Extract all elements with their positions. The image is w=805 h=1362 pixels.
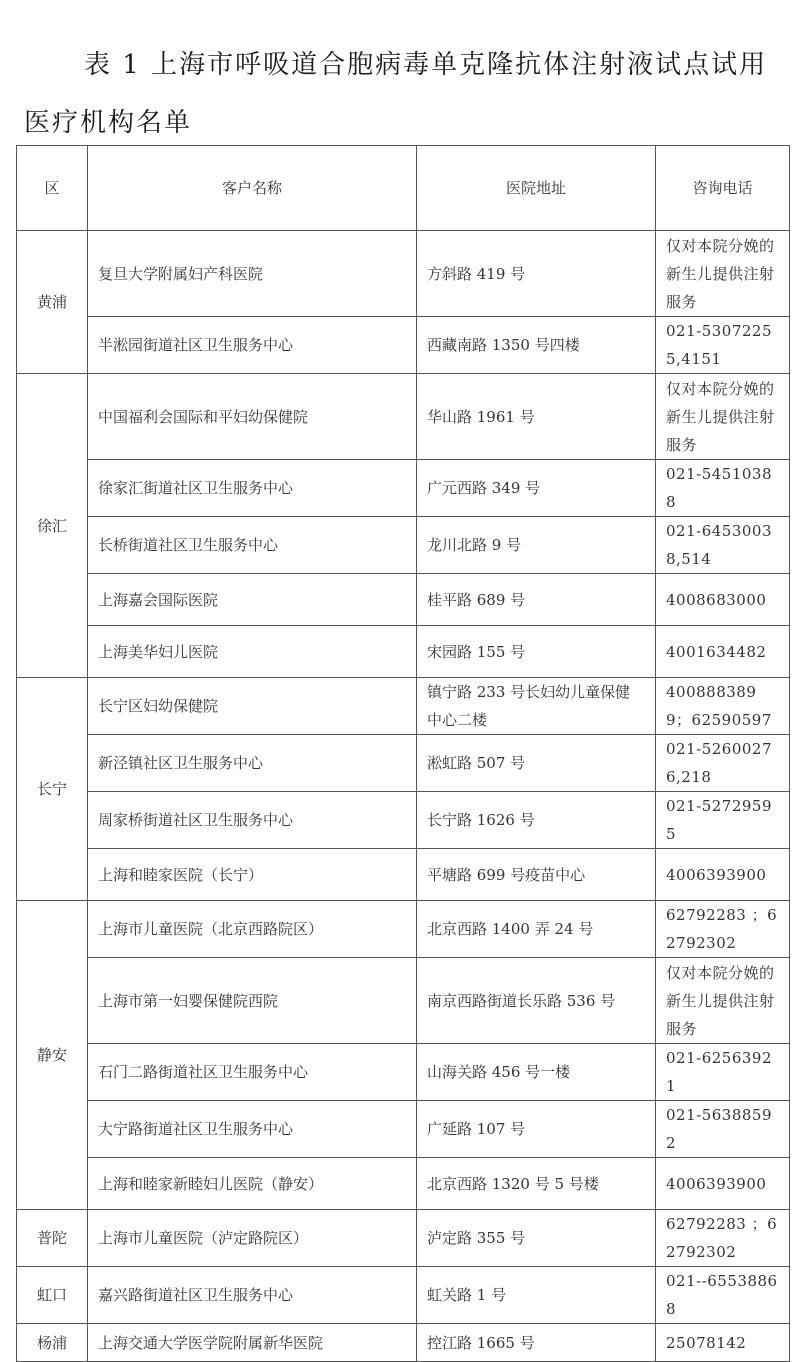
table-row	[17, 792, 790, 849]
phone-cell: 021-64530038,514	[656, 517, 790, 574]
hospital-name-cell: 半淞园街道社区卫生服务中心	[88, 317, 417, 374]
address-cell: 南京西路街道长乐路 536 号	[417, 958, 656, 1044]
phone-cell: 仅对本院分娩的新生儿提供注射服务	[656, 374, 790, 460]
hospital-name-cell: 上海交通大学医学院附属新华医院	[88, 1324, 417, 1362]
address-cell: 方斜路 419 号	[417, 231, 656, 317]
address-cell: 平塘路 699 号疫苗中心	[417, 849, 656, 901]
phone-cell: 4008883899；62590597	[656, 678, 790, 735]
table-row	[17, 1324, 790, 1362]
district-cell: 普陀	[17, 1210, 88, 1267]
phone-cell: 021-52729595	[656, 792, 790, 849]
address-cell: 华山路 1961 号	[417, 374, 656, 460]
district-cell: 长宁	[17, 678, 88, 901]
hospital-name-cell: 上海嘉会国际医院	[88, 574, 417, 626]
table-row	[17, 901, 790, 958]
phone-cell: 021-62563921	[656, 1044, 790, 1101]
address-cell: 泸定路 355 号	[417, 1210, 656, 1267]
table-row	[17, 1210, 790, 1267]
header-address: 医院地址	[417, 146, 656, 231]
hospital-name-cell: 石门二路街道社区卫生服务中心	[88, 1044, 417, 1101]
address-cell: 淞虹路 507 号	[417, 735, 656, 792]
table-row	[17, 849, 790, 901]
hospital-name-cell: 上海和睦家医院（长宁）	[88, 849, 417, 901]
hospital-name-cell: 上海和睦家新睦妇儿医院（静安）	[88, 1158, 417, 1210]
hospital-name-cell: 大宁路街道社区卫生服务中心	[88, 1101, 417, 1158]
address-cell: 长宁路 1626 号	[417, 792, 656, 849]
district-cell: 徐汇	[17, 374, 88, 678]
hospital-name-cell: 复旦大学附属妇产科医院	[88, 231, 417, 317]
address-cell: 山海关路 456 号一楼	[417, 1044, 656, 1101]
table-row	[17, 735, 790, 792]
hospital-name-cell: 徐家汇街道社区卫生服务中心	[88, 460, 417, 517]
hospital-table	[16, 145, 790, 1362]
hospital-name-cell: 上海美华妇儿医院	[88, 626, 417, 678]
phone-cell: 仅对本院分娩的新生儿提供注射服务	[656, 231, 790, 317]
table-row	[17, 460, 790, 517]
address-cell: 北京西路 1400 弄 24 号	[417, 901, 656, 958]
table-row	[17, 626, 790, 678]
phone-cell: 4001634482	[656, 626, 790, 678]
phone-cell: 4006393900	[656, 849, 790, 901]
district-cell: 虹口	[17, 1267, 88, 1324]
address-cell: 虹关路 1 号	[417, 1267, 656, 1324]
district-cell: 杨浦	[17, 1324, 88, 1362]
table-row	[17, 231, 790, 317]
hospital-name-cell: 上海市儿童医院（泸定路院区）	[88, 1210, 417, 1267]
phone-cell: 4006393900	[656, 1158, 790, 1210]
document-title: 表 1 上海市呼吸道合胞病毒单克隆抗体注射液试点试用医疗机构名单	[24, 50, 768, 138]
address-cell: 控江路 1665 号	[417, 1324, 656, 1362]
phone-cell: 021-53072255,4151	[656, 317, 790, 374]
address-cell: 镇宁路 233 号长妇幼儿童保健中心二楼	[417, 678, 656, 735]
hospital-name-cell: 周家桥街道社区卫生服务中心	[88, 792, 417, 849]
header-name: 客户名称	[88, 146, 417, 231]
header-phone: 咨询电话	[656, 146, 790, 231]
phone-cell: 62792283 ；62792302	[656, 901, 790, 958]
phone-cell: 25078142	[656, 1324, 790, 1362]
table-body	[17, 231, 790, 1362]
address-cell: 桂平路 689 号	[417, 574, 656, 626]
address-cell: 龙川北路 9 号	[417, 517, 656, 574]
district-cell: 静安	[17, 901, 88, 1210]
hospital-name-cell: 中国福利会国际和平妇幼保健院	[88, 374, 417, 460]
hospital-name-cell: 新泾镇社区卫生服务中心	[88, 735, 417, 792]
address-cell: 广元西路 349 号	[417, 460, 656, 517]
address-cell: 宋园路 155 号	[417, 626, 656, 678]
address-cell: 广延路 107 号	[417, 1101, 656, 1158]
table-header-row	[17, 146, 790, 231]
table-row	[17, 1101, 790, 1158]
hospital-name-cell: 长桥街道社区卫生服务中心	[88, 517, 417, 574]
table-row	[17, 517, 790, 574]
phone-cell: 4008683000	[656, 574, 790, 626]
phone-cell: 021-56388592	[656, 1101, 790, 1158]
phone-cell: 021--65538868	[656, 1267, 790, 1324]
table-row	[17, 1267, 790, 1324]
hospital-name-cell: 长宁区妇幼保健院	[88, 678, 417, 735]
address-cell: 北京西路 1320 号 5 号楼	[417, 1158, 656, 1210]
hospital-name-cell: 上海市儿童医院（北京西路院区）	[88, 901, 417, 958]
table-row	[17, 1158, 790, 1210]
header-district: 区	[17, 146, 88, 231]
table-row	[17, 958, 790, 1044]
phone-cell: 021-52600276,218	[656, 735, 790, 792]
hospital-name-cell: 上海市第一妇婴保健院西院	[88, 958, 417, 1044]
table-row	[17, 374, 790, 460]
district-cell: 黄浦	[17, 231, 88, 374]
phone-cell: 仅对本院分娩的新生儿提供注射服务	[656, 958, 790, 1044]
table-row	[17, 678, 790, 735]
table-row	[17, 317, 790, 374]
phone-cell: 021-54510388	[656, 460, 790, 517]
hospital-name-cell: 嘉兴路街道社区卫生服务中心	[88, 1267, 417, 1324]
table-row	[17, 574, 790, 626]
address-cell: 西藏南路 1350 号四楼	[417, 317, 656, 374]
table-row	[17, 1044, 790, 1101]
phone-cell: 62792283 ；62792302	[656, 1210, 790, 1267]
